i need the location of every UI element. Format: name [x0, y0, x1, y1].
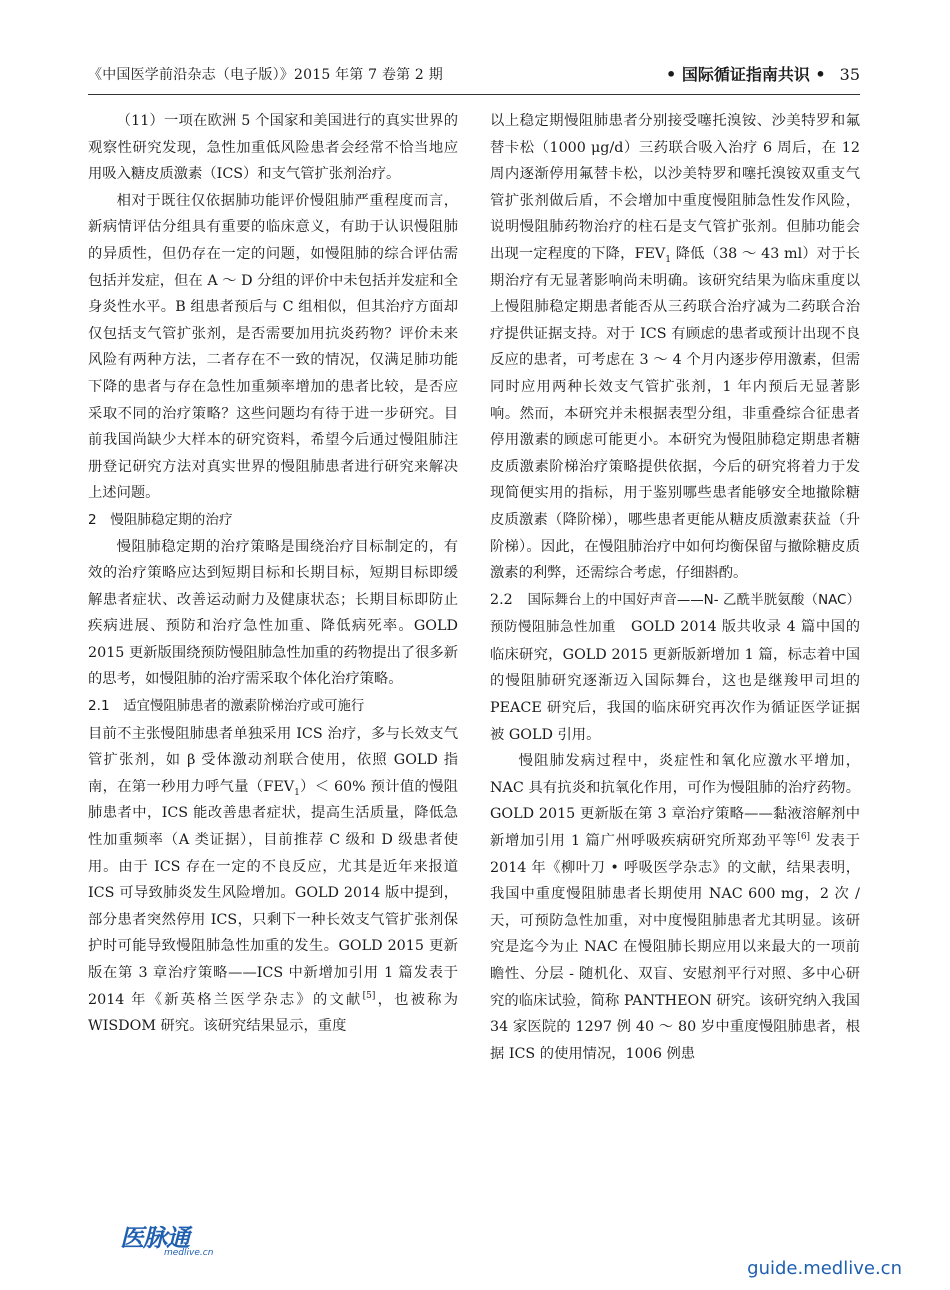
right-column [490, 108, 860, 1067]
subsection-title: 适宜慢阻肺患者的激素阶梯治疗或可施行 [123, 699, 365, 715]
text-run: GOLD 2014 版共收录 4 篇中国的临床研究，GOLD 2015 更新版新增加 1 篇，标志着中国的慢阻肺研究逐渐迈入国际舞台，这也是继羧甲司坦的 PEACE 研究后，我国的临床研究再次作为循证医学证据被 GOLD 引用。 [490, 619, 860, 743]
paragraph: 相对于既往仅依据肺功能评价慢阻肺严重程度而言，新病情评估分组具有重要的临床意义，有助于认识慢阻肺的异质性，但仍存在一定的问题，如慢阻肺的综合评估需包括并发症，但在 A ～ D 分组的评价中未包括并发症和全身炎性水平。B 组患者预后与 C 组相似，但其治疗方面却仅包括支气管扩张剂，是否需要加用抗炎药物？评价未来风险有两种方法，二者存在不一致的情况，仅满足肺功能下降的患者与存在急性加重频率增加的患者比较，是否应采取不同的治疗策略？这些问题均有待于进一步研究。目前我国尚缺少大样本的研究资料，希望今后通过慢阻肺注册登记研究方法对真实世界的慢阻肺患者进行研究来解决上述问题。 [88, 192, 458, 502]
paragraph [490, 587, 860, 749]
citation-ref[interactable]: [6] [797, 832, 811, 843]
citation-ref[interactable]: [5] [362, 990, 376, 1001]
section-header [666, 62, 860, 85]
site-url-link[interactable]: guide.medlive.cn [747, 1258, 902, 1279]
paragraph: （11）一项在欧洲 5 个国家和美国进行的真实世界的观察性研究发现，急性加重低风险患者会经常不恰当地应用吸入糖皮质激素（ICS）和支气管扩张剂治疗。 [88, 113, 458, 183]
left-column [88, 108, 458, 1040]
section-heading: 2 慢阻肺稳定期的治疗 [88, 511, 233, 528]
subsection-number: 2.1 [88, 698, 124, 715]
text-run: 以上稳定期慢阻肺患者分别接受噻托溴铵、沙美特罗和氟替卡松（1000 μg/d）三药联合吸入治疗 6 周后，在 12 周内逐渐停用氟替卡松，以沙美特罗和噻托溴铵双重支气管扩张剂做后盾，不会增加中重度慢阻肺急性发作风险，说明慢阻肺药物治疗的柱石是支气管扩张剂。但肺功能会出现一定程度的下降，FEV [490, 113, 860, 262]
text-run: 慢阻肺发病过程中，炎症性和氧化应激水平增加，NAC 具有抗炎和抗氧化作用，可作为慢阻肺的治疗药物。GOLD 2015 更新版在第 3 章治疗策略——黏液溶解剂中新增加引用 1 篇广州呼吸疾病研究所郑劲平等 [490, 753, 860, 850]
medlive-logo[interactable] [120, 1218, 240, 1268]
header-rule [88, 94, 860, 95]
text-run: 发表于 2014 年《柳叶刀 • 呼吸医学杂志》的文献，结果表明，我国中重度慢阻肺患者长期使用 NAC 600 mg，2 次 / 天，可预防急性加重，对中度慢阻肺患者尤其明显。该研究是迄今为止 NAC 在慢阻肺长期应用以来最大的一项前瞻性、分层 - 随机化、双盲、安慰剂平行对照、多中心研究的临床试验，简称 PANTHEON 研究。该研究纳入我国 34 家医院的 1297 例 40 ～ 80 岁中重度慢阻肺患者，根据 ICS 的使用情况，1006 例患 [490, 833, 860, 1062]
logo-text: 医脉通 [120, 1224, 189, 1252]
logo-subtext: medlive.cn [164, 1248, 214, 1258]
text-run: ，也被称为 WISDOM 研究。该研究结果显示，重度 [88, 991, 458, 1035]
paragraph [490, 748, 860, 1067]
subscript: 1 [294, 787, 300, 798]
paragraph [88, 721, 458, 1040]
section-title: • 国际循证指南共识 • [666, 65, 826, 84]
paragraph: 慢阻肺稳定期的治疗策略是围绕治疗目标制定的，有效的治疗策略应达到短期目标和长期目标，短期目标即缓解患者症状、改善运动耐力及健康状态；长期目标即防止疾病进展、预防和治疗急性加重、降低病死率。GOLD 2015 更新版围绕预防慢阻肺急性加重的药物提出了很多新的思考，如慢阻肺的治疗需采取个体化治疗策略。 [88, 538, 458, 688]
page-number: 35 [839, 65, 860, 84]
journal-header: 《中国医学前沿杂志（电子版）》2015 年第 7 卷第 2 期 [88, 67, 443, 83]
text-run: 降低（38 ～ 43 ml）对于长期治疗有无显著影响尚未明确。该研究结果为临床重度以上慢阻肺稳定期患者能否从三药联合治疗减为二药联合治疗提供证据支持。对于 ICS 有顾虑的患者或预计出现不良反应的患者，可考虑在 3 ～ 4 个月内逐步停用激素，但需同时应用两种长效支气管扩张剂，1 年内预后无显著影响。然而，本研究并未根据表型分组，非重叠综合征患者停用激素的顾虑可能更小。本研究为慢阻肺稳定期患者糖皮质激素阶梯治疗策略提供依据，今后的研究将着力于发现简便实用的指标，用于鉴别哪些患者能够安全地撤除糖皮质激素（降阶梯），哪些患者更能从糖皮质激素获益（升阶梯）。因此，在慢阻肺治疗中如何均衡保留与撤除糖皮质激素的利弊，还需综合考虑，仔细斟酌。 [490, 245, 860, 582]
subsection-title: 国际舞台上的中国好声音——N- 乙酰半胱氨酸（NAC）预防慢阻肺急性加重 [490, 592, 860, 636]
text-run: ）＜ 60% 预计值的慢阻肺患者中，ICS 能改善患者症状，提高生活质量，降低急性加重频率（A 类证据），目前推荐 C 级和 D 级患者使用。由于 ICS 存在一定的不良反应，尤其是近年来报道 ICS 可导致肺炎发生风险增加。GOLD 2014 版中提到，部分患者突然停用 ICS，只剩下一种长效支气管扩张剂保护时可能导致慢阻肺急性加重的发生。GOLD 2015 更新版在第 3 章治疗策略——ICS 中新增加引用 1 篇发表于 2014 年《新英格兰医学杂志》的文献 [88, 778, 458, 1008]
paragraph [490, 108, 860, 587]
text-run: 目前不主张慢阻肺患者单独采用 ICS 治疗，多与长效支气管扩张剂，如 β 受体激动剂联合使用，依照 GOLD 指南，在第一秒用力呼气量（FEV [88, 725, 458, 795]
subscript: 1 [665, 254, 671, 265]
subsection-number: 2.2 [490, 591, 528, 608]
subsection-heading [88, 693, 458, 721]
